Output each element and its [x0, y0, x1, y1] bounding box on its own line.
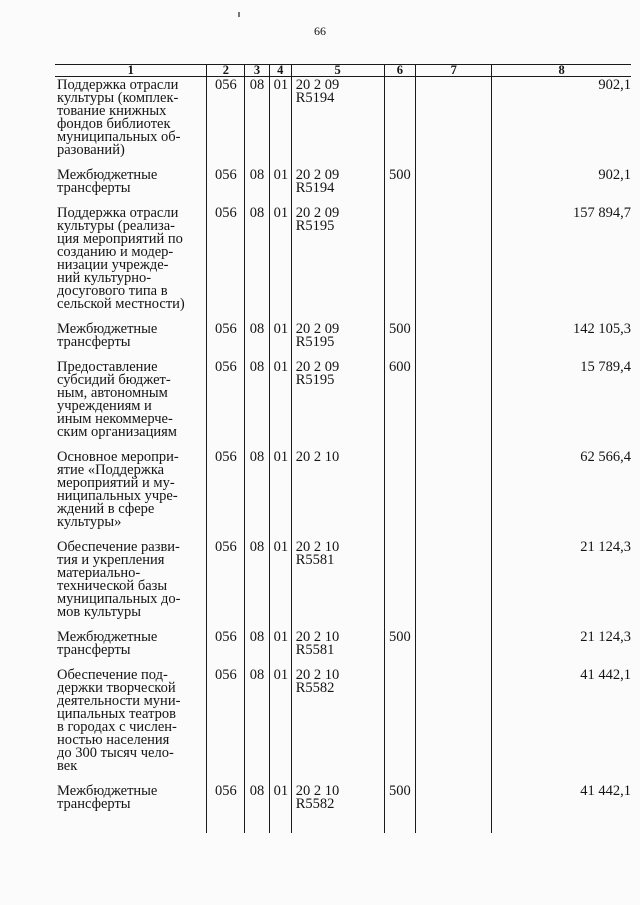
table-tail-cell: [245, 821, 269, 833]
header-row: [55, 65, 631, 77]
row-name-line: мов культуры: [57, 604, 142, 620]
expense-type-cell: [384, 449, 416, 539]
row-name-line: ний культурно-: [57, 270, 152, 286]
target-article-cell: [291, 167, 384, 205]
header-cell: 4: [269, 65, 291, 77]
amount-cell: 142 105,3: [492, 321, 631, 359]
code-056-cell: 056: [207, 167, 245, 205]
row-name-line: трансферты: [57, 180, 131, 196]
target-article-cell: [291, 629, 384, 667]
row-name-line: ятие «Поддержка: [57, 462, 165, 478]
target-article-line: R5582: [295, 796, 335, 812]
amount-cell: 902,1: [492, 167, 631, 205]
target-article-line: R5581: [295, 552, 335, 568]
section-cell: 08: [245, 359, 269, 449]
column-7-cell: [416, 783, 492, 821]
row-name-cell: [55, 205, 207, 321]
table-row: [55, 167, 631, 205]
row-name-line: трансферты: [57, 642, 131, 658]
row-name-line: Поддержка отрасли: [57, 77, 179, 93]
expense-type-cell: 500: [384, 167, 416, 205]
target-article-line: 20 2 10: [295, 539, 340, 555]
expense-type-cell: 600: [384, 359, 416, 449]
target-article-line: R5581: [295, 642, 335, 658]
code-056-cell: 056: [207, 359, 245, 449]
amount-cell: 21 124,3: [492, 629, 631, 667]
table-row: [55, 667, 631, 783]
section-cell: 08: [245, 539, 269, 629]
header-cell: 7: [416, 65, 492, 77]
table-tail-cell: [55, 821, 207, 833]
target-article-cell: [291, 359, 384, 449]
table-tail: [55, 821, 631, 833]
row-name-cell: [55, 629, 207, 667]
row-name-line: ниципальных учре-: [57, 488, 178, 504]
row-name-line: Межбюджетные: [57, 629, 158, 645]
amount-cell: 902,1: [492, 77, 631, 168]
column-7-cell: [416, 449, 492, 539]
row-name-line: разований): [57, 142, 125, 158]
row-name-line: ция мероприятий по: [57, 231, 183, 247]
row-name-cell: [55, 783, 207, 821]
table-row: [55, 539, 631, 629]
row-name-line: культуры (комплек-: [57, 90, 179, 106]
target-article-cell: [291, 783, 384, 821]
code-056-cell: 056: [207, 783, 245, 821]
section-cell: 08: [245, 205, 269, 321]
target-article-line: 20 2 09: [295, 167, 340, 183]
column-7-cell: [416, 205, 492, 321]
table-tail-cell: [492, 821, 631, 833]
table-row: [55, 783, 631, 821]
row-name-line: созданию и модер-: [57, 244, 174, 260]
column-7-cell: [416, 321, 492, 359]
column-7-cell: [416, 167, 492, 205]
code-056-cell: 056: [207, 539, 245, 629]
target-article-line: 20 2 10: [295, 667, 340, 683]
subsection-cell: 01: [269, 167, 291, 205]
target-article-cell: [291, 77, 384, 168]
amount-cell: 157 894,7: [492, 205, 631, 321]
header-cell: 5: [291, 65, 384, 77]
table-tail-cell: [207, 821, 245, 833]
row-name-line: Обеспечение под-: [57, 667, 168, 683]
code-056-cell: 056: [207, 205, 245, 321]
row-name-cell: [55, 321, 207, 359]
row-name-line: Межбюджетные: [57, 783, 158, 799]
target-article-line: 20 2 09: [295, 205, 340, 221]
row-name-line: муниципальных об-: [57, 129, 181, 145]
subsection-cell: 01: [269, 321, 291, 359]
row-name-line: учреждениям и: [57, 398, 152, 414]
target-article-line: 20 2 10: [295, 783, 340, 799]
expense-type-cell: [384, 77, 416, 168]
row-name-line: Межбюджетные: [57, 167, 158, 183]
budget-table: [55, 64, 631, 833]
target-article-cell: [291, 449, 384, 539]
subsection-cell: 01: [269, 667, 291, 783]
section-cell: 08: [245, 77, 269, 168]
expense-type-cell: [384, 539, 416, 629]
subsection-cell: 01: [269, 77, 291, 168]
expense-type-cell: 500: [384, 783, 416, 821]
amount-cell: 41 442,1: [492, 783, 631, 821]
subsection-cell: 01: [269, 359, 291, 449]
target-article-cell: [291, 321, 384, 359]
target-article-line: 20 2 09: [295, 321, 340, 337]
row-name-cell: [55, 449, 207, 539]
code-056-cell: 056: [207, 629, 245, 667]
row-name-line: Предоставление: [57, 359, 158, 375]
column-7-cell: [416, 667, 492, 783]
row-name-line: ждений в сфере: [57, 501, 155, 517]
row-name-line: муниципальных до-: [57, 591, 181, 607]
row-name-line: тование книжных: [57, 103, 167, 119]
target-article-line: 20 2 09: [295, 77, 340, 93]
column-7-cell: [416, 77, 492, 168]
target-article-line: R5195: [295, 334, 335, 350]
row-name-cell: [55, 167, 207, 205]
row-name-line: сельской местности): [57, 296, 185, 312]
row-name-line: культуры (реализа-: [57, 218, 176, 234]
table-row: [55, 449, 631, 539]
row-name-line: Основное меропри-: [57, 449, 179, 465]
row-name-line: иным некоммерче-: [57, 411, 173, 427]
row-name-line: в городах с числен-: [57, 719, 177, 735]
table-row: [55, 359, 631, 449]
expense-type-cell: [384, 667, 416, 783]
page-number: 66: [314, 24, 326, 38]
target-article-cell: [291, 539, 384, 629]
scan-speck: [238, 12, 240, 17]
target-article-line: 20 2 10: [295, 629, 340, 645]
row-name-line: материально-: [57, 565, 141, 581]
subsection-cell: 01: [269, 449, 291, 539]
table-body: [55, 77, 631, 834]
header-cell: 6: [384, 65, 416, 77]
row-name-line: трансферты: [57, 796, 131, 812]
header-cell: 2: [207, 65, 245, 77]
row-name-line: Поддержка отрасли: [57, 205, 179, 221]
subsection-cell: 01: [269, 539, 291, 629]
row-name-cell: [55, 359, 207, 449]
section-cell: 08: [245, 783, 269, 821]
expense-type-cell: 500: [384, 321, 416, 359]
table-tail-cell: [416, 821, 492, 833]
amount-cell: 15 789,4: [492, 359, 631, 449]
row-name-line: ным, автономным: [57, 385, 168, 401]
row-name-line: до 300 тысяч чело-: [57, 745, 174, 761]
target-article-line: 20 2 10: [295, 449, 340, 465]
row-name-line: держки творческой: [57, 680, 176, 696]
column-7-cell: [416, 629, 492, 667]
target-article-line: R5195: [295, 372, 335, 388]
row-name-line: субсидий бюджет-: [57, 372, 171, 388]
section-cell: 08: [245, 629, 269, 667]
code-056-cell: 056: [207, 667, 245, 783]
section-cell: 08: [245, 321, 269, 359]
row-name-line: ским организациям: [57, 424, 177, 440]
target-article-cell: [291, 205, 384, 321]
section-cell: 08: [245, 449, 269, 539]
target-article-line: R5195: [295, 218, 335, 234]
row-name-line: ципальных театров: [57, 706, 176, 722]
section-cell: 08: [245, 667, 269, 783]
target-article-line: R5194: [295, 90, 335, 106]
subsection-cell: 01: [269, 783, 291, 821]
row-name-line: культуры»: [57, 514, 122, 530]
row-name-line: технической базы: [57, 578, 168, 594]
row-name-line: тия и укрепления: [57, 552, 165, 568]
expense-type-cell: [384, 205, 416, 321]
row-name-line: Межбюджетные: [57, 321, 158, 337]
code-056-cell: 056: [207, 77, 245, 168]
row-name-line: досугового типа в: [57, 283, 168, 299]
row-name-line: деятельности муни-: [57, 693, 181, 709]
column-7-cell: [416, 539, 492, 629]
amount-cell: 62 566,4: [492, 449, 631, 539]
target-article-line: R5194: [295, 180, 335, 196]
subsection-cell: 01: [269, 205, 291, 321]
row-name-line: ностью населения: [57, 732, 170, 748]
header-cell: 1: [55, 65, 207, 77]
section-cell: 08: [245, 167, 269, 205]
table-row: [55, 321, 631, 359]
row-name-cell: [55, 667, 207, 783]
table-tail-cell: [269, 821, 291, 833]
amount-cell: 21 124,3: [492, 539, 631, 629]
target-article-line: R5582: [295, 680, 335, 696]
target-article-cell: [291, 667, 384, 783]
expense-type-cell: 500: [384, 629, 416, 667]
row-name-line: век: [57, 758, 78, 774]
row-name-line: низации учрежде-: [57, 257, 169, 273]
table-row: [55, 629, 631, 667]
code-056-cell: 056: [207, 321, 245, 359]
header-cell: 3: [245, 65, 269, 77]
row-name-line: трансферты: [57, 334, 131, 350]
header-cell: 8: [492, 65, 631, 77]
target-article-line: 20 2 09: [295, 359, 340, 375]
subsection-cell: 01: [269, 629, 291, 667]
table-row: [55, 205, 631, 321]
amount-cell: 41 442,1: [492, 667, 631, 783]
row-name-line: фондов библиотек: [57, 116, 171, 132]
table-row: [55, 77, 631, 168]
table-tail-cell: [384, 821, 416, 833]
row-name-cell: [55, 77, 207, 168]
table-tail-cell: [291, 821, 384, 833]
row-name-cell: [55, 539, 207, 629]
row-name-line: мероприятий и му-: [57, 475, 175, 491]
code-056-cell: 056: [207, 449, 245, 539]
row-name-line: Обеспечение разви-: [57, 539, 180, 555]
column-7-cell: [416, 359, 492, 449]
